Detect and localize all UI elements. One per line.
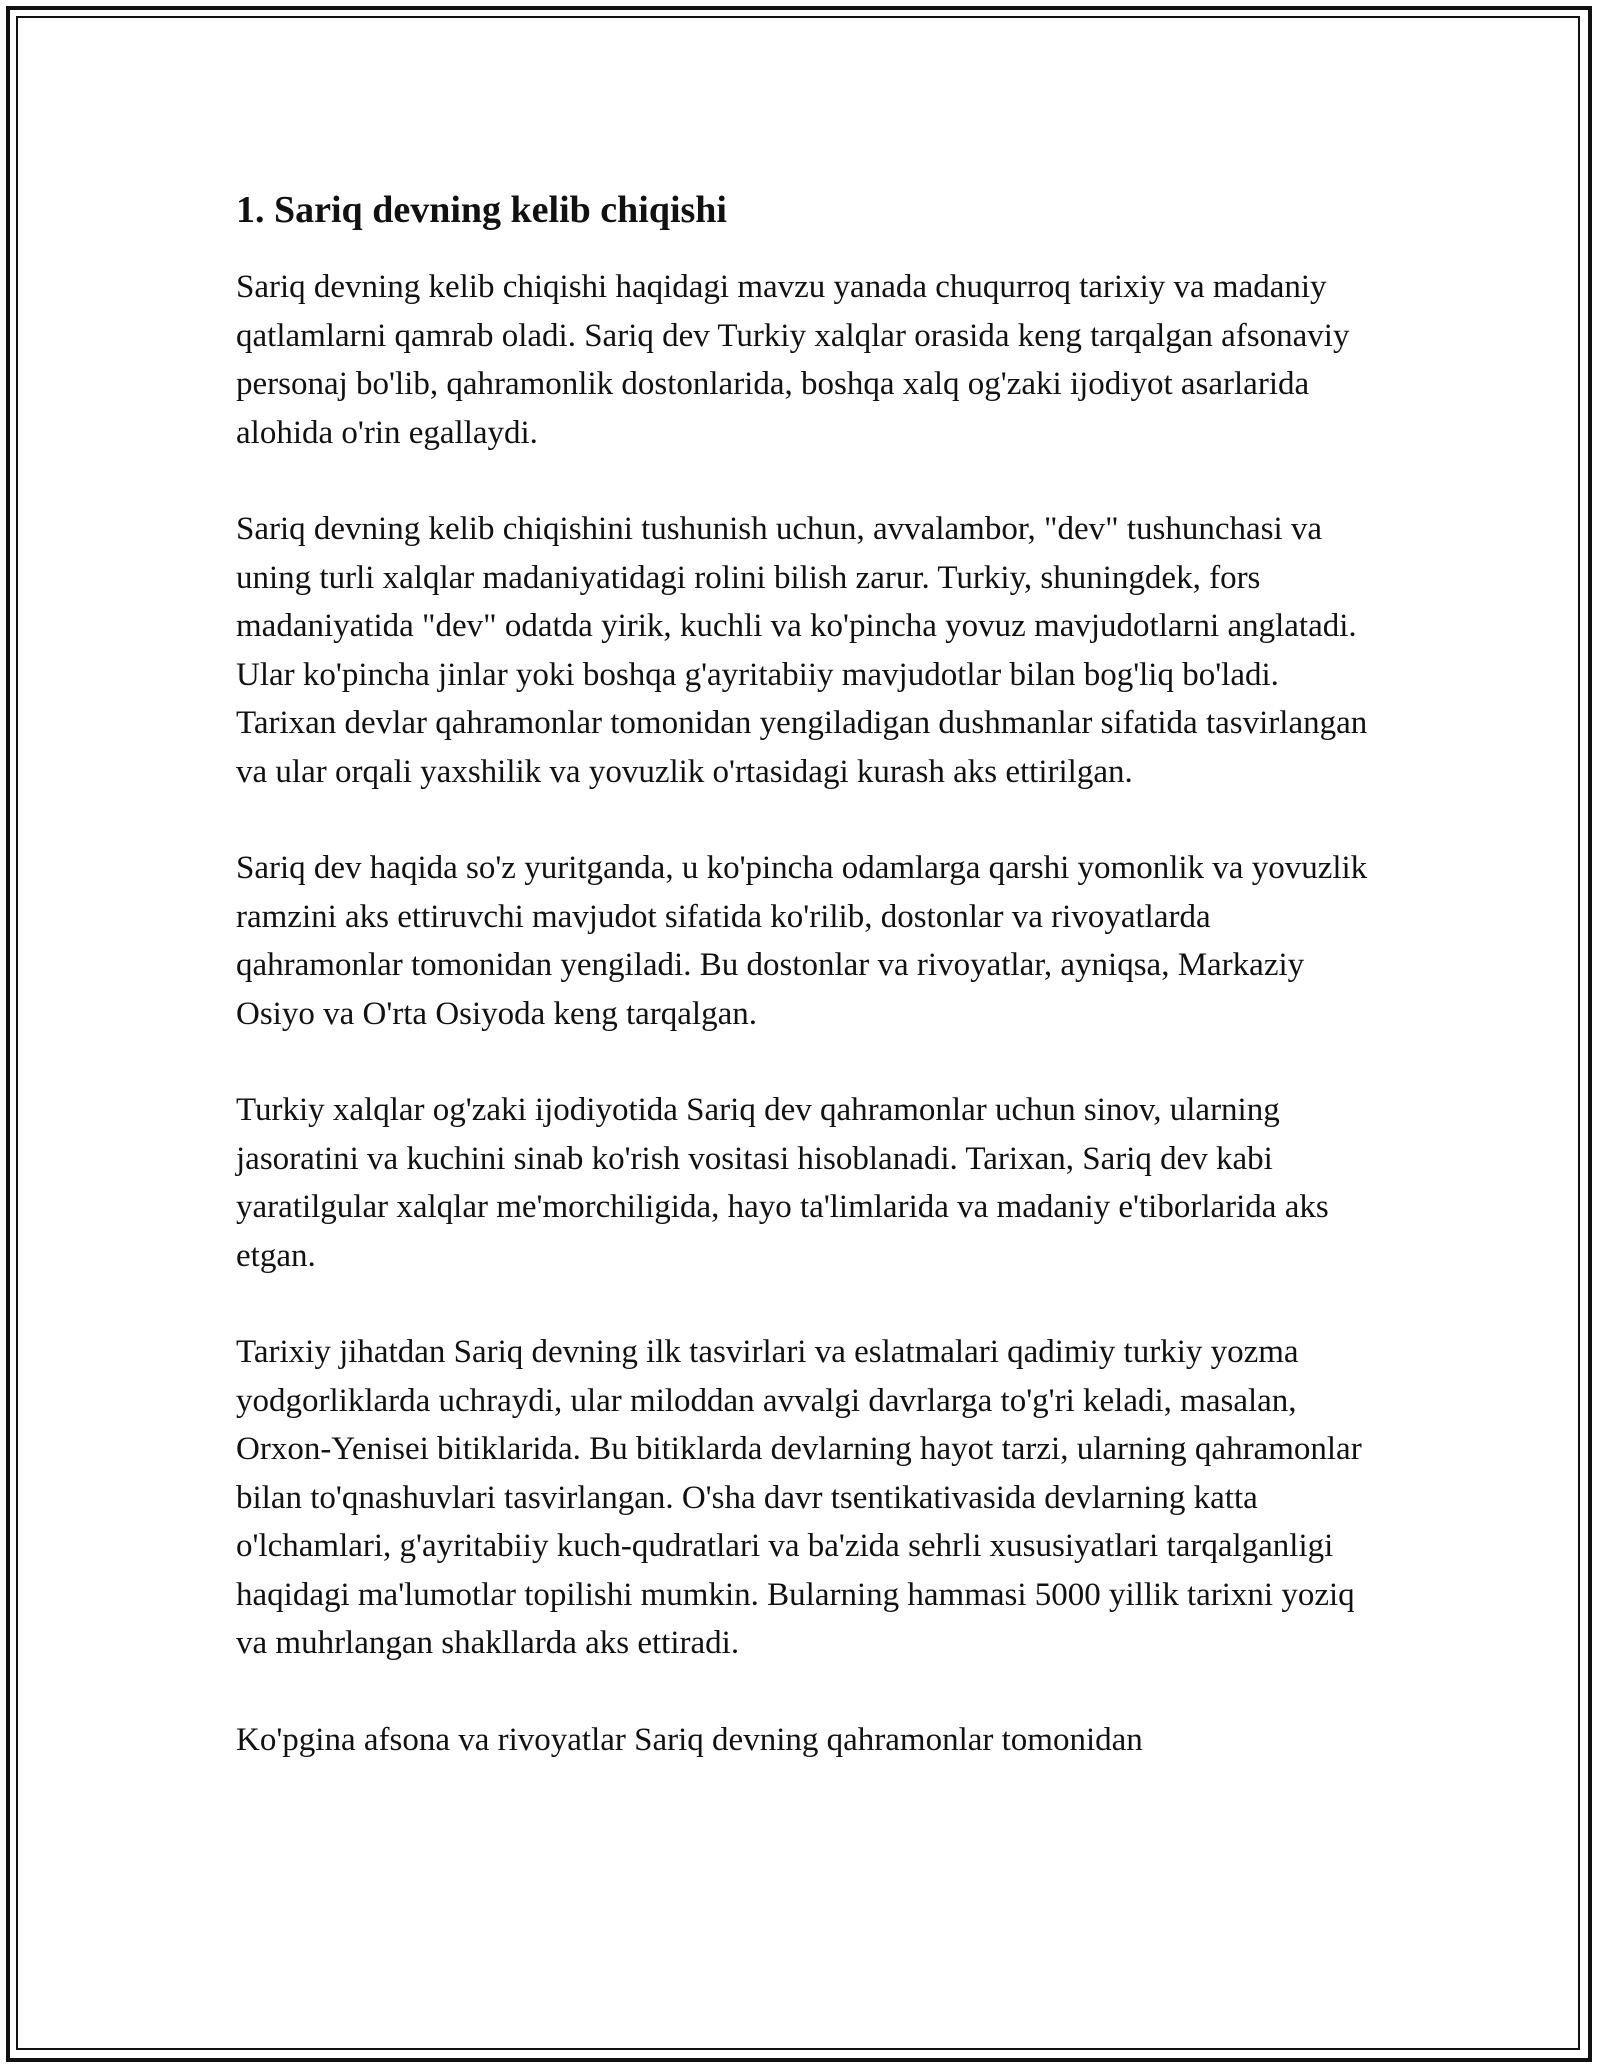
paragraph-2: Sariq devning kelib chiqishini tushunish uchun, avvalambor, "dev" tushunchasi va uning turli xalqlar madaniyatidagi rolini bilish zarur. Turkiy, shuningdek, fors madaniyatida "dev" odatda yirik, kuchli va ko'pincha yovuz mavjudotlarni anglatadi. Ular ko'pincha jinlar yoki boshqa g'ayritabiiy mavjudotlar bilan bog'liq bo'ladi. Tarixan devlar qahramonlar tomonidan yengiladigan dushmanlar sifatida tasvirlangan va ular orqali yaxshilik va yovuzlik o'rtasidagi kurash aks ettirilgan. xyxy=(236,511,1368,790)
paragraph-6: Ko'pgina afsona va rivoyatlar Sariq devning qahramonlar tomonidan xyxy=(236,1721,1143,1758)
section-heading: 1. Sariq devning kelib chiqishi xyxy=(236,189,727,231)
paragraph-3: Sariq dev haqida so'z yuritganda, u ko'pincha odamlarga qarshi yomonlik va yovuzlik ramzini aks ettiruvchi mavjudot sifatida ko'rilib, dostonlar va rivoyatlarda qahramonlar tomonidan yengiladi. Bu dostonlar va rivoyatlar, ayniqsa, Markaziy Osiyo va O'rta Osiyoda keng tarqalgan. xyxy=(236,850,1368,1032)
paragraph-5: Tarixiy jihatdan Sariq devning ilk tasvirlari va eslatmalari qadimiy turkiy yozma yodgorliklarda uchraydi, ular miloddan avvalgi davrlarga to'g'ri keladi, masalan, Orxon-Yenisei bitiklarida. Bu bitiklarda devlarning hayot tarzi, ularning qahramonlar bilan to'qnashuvlari tasvirlangan. O'sha davr tsentikativasida devlarning katta o'lchamlari, g'ayritabiiy kuch-qudratlari va ba'zida sehrli xususiyatlari tarqalganligi haqidagi ma'lumotlar topilishi mumkin. Bularning hammasi 5000 yillik tarixni yoziq va muhrlangan shakllarda aks ettiradi. xyxy=(236,1334,1362,1661)
paragraph-4: Turkiy xalqlar og'zaki ijodiyotida Sariq dev qahramonlar uchun sinov, ularning jasoratini va kuchini sinab ko'rish vositasi hisoblanadi. Tarixan, Sariq dev kabi yaratilgular xalqlar me'morchiligida, hayo ta'limlarida va madaniy e'tiborlarida aks etgan. xyxy=(236,1092,1329,1274)
document-body xyxy=(236,185,1376,1812)
paragraph-1: Sariq devning kelib chiqishi haqidagi mavzu yanada chuqurroq tarixiy va madaniy qatlamlarni qamrab oladi. Sariq dev Turkiy xalqlar orasida keng tarqalgan afsonaviy personaj bo'lib, qahramonlik dostonlarida, boshqa xalq og'zaki ijodiyot asarlarida alohida o'rin egallaydi. xyxy=(236,269,1350,451)
